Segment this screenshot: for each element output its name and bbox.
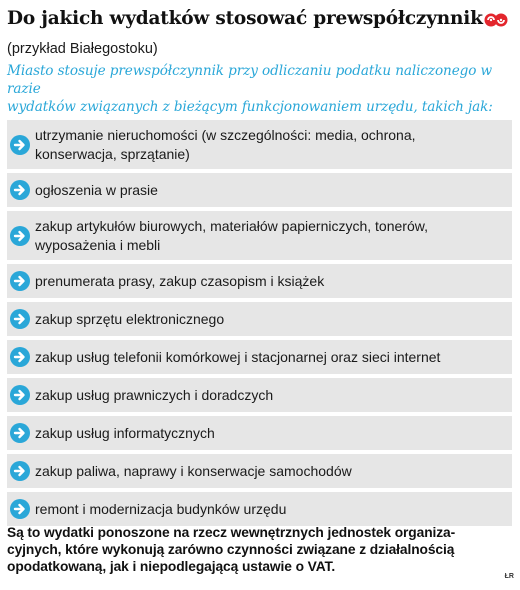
list-item-text: zakup paliwa, naprawy i konserwacje samochodów bbox=[35, 462, 352, 479]
intro-line: Miasto stosuje prewspółczynnik przy odliczaniu podatku naliczonego w razie bbox=[7, 63, 493, 97]
list-item bbox=[7, 120, 512, 169]
list-item-text: zakup usług telefonii komórkowej i stacjonarnej oraz sieci internet bbox=[35, 348, 441, 365]
list-item bbox=[7, 492, 512, 526]
arrow-right-circle-icon bbox=[10, 385, 30, 405]
page-title: Do jakich wydatków stosować prewspółczynnik bbox=[7, 8, 483, 29]
list-item-text: zakup usług informatycznych bbox=[35, 424, 215, 441]
expense-list bbox=[7, 120, 512, 530]
list-item bbox=[7, 173, 512, 207]
list-item bbox=[7, 264, 512, 298]
subtitle: (przykład Białegostoku) bbox=[7, 41, 158, 57]
list-item-text: zakup usług prawniczych i doradczych bbox=[35, 386, 274, 403]
list-item bbox=[7, 211, 512, 260]
intro-line: wydatków związanych z bieżącym funkcjonowaniem urzędu, takich jak: bbox=[7, 99, 493, 115]
arrow-right-circle-icon bbox=[10, 135, 30, 155]
arrow-right-circle-icon bbox=[10, 347, 30, 367]
list-item-text: zakup artykułów biurowych, materiałów papierniczych, tonerów, wyposażenia i mebli bbox=[35, 217, 428, 253]
list-item-text: utrzymanie nieruchomości (w szczególności: media, ochrona, konserwacja, sprzątanie) bbox=[35, 126, 416, 162]
list-item-text: zakup sprzętu elektronicznego bbox=[35, 310, 225, 327]
footer-note bbox=[7, 524, 512, 575]
arrow-right-circle-icon bbox=[10, 309, 30, 329]
footer-line: Są to wydatki ponoszone na rzecz wewnętrznych jednostek organiza- bbox=[7, 525, 456, 540]
arrow-right-circle-icon bbox=[10, 461, 30, 481]
footer-line: opodatkowaną, jak i niepodlegającą ustawie o VAT. bbox=[7, 559, 336, 574]
list-item-text: ogłoszenia w prasie bbox=[35, 181, 158, 198]
arrow-right-circle-icon bbox=[10, 180, 30, 200]
arrow-right-circle-icon bbox=[10, 271, 30, 291]
arrow-right-circle-icon bbox=[10, 499, 30, 519]
list-item-text: prenumerata prasy, zakup czasopism i książek bbox=[35, 272, 325, 289]
arrow-right-circle-icon bbox=[10, 423, 30, 443]
footer-line: cyjnych, które wykonują zarówno czynności związane z działalnością bbox=[7, 542, 455, 557]
list-item bbox=[7, 378, 512, 412]
list-item bbox=[7, 302, 512, 336]
list-item bbox=[7, 340, 512, 374]
list-item bbox=[7, 416, 512, 450]
header bbox=[7, 0, 512, 36]
arrow-right-circle-icon bbox=[10, 226, 30, 246]
list-item-text: remont i modernizacja budynków urzędu bbox=[35, 500, 287, 517]
list-item bbox=[7, 454, 512, 488]
intro-text bbox=[7, 62, 512, 115]
publisher-logo-icon bbox=[484, 12, 508, 28]
author-credit: ŁR bbox=[504, 573, 514, 580]
